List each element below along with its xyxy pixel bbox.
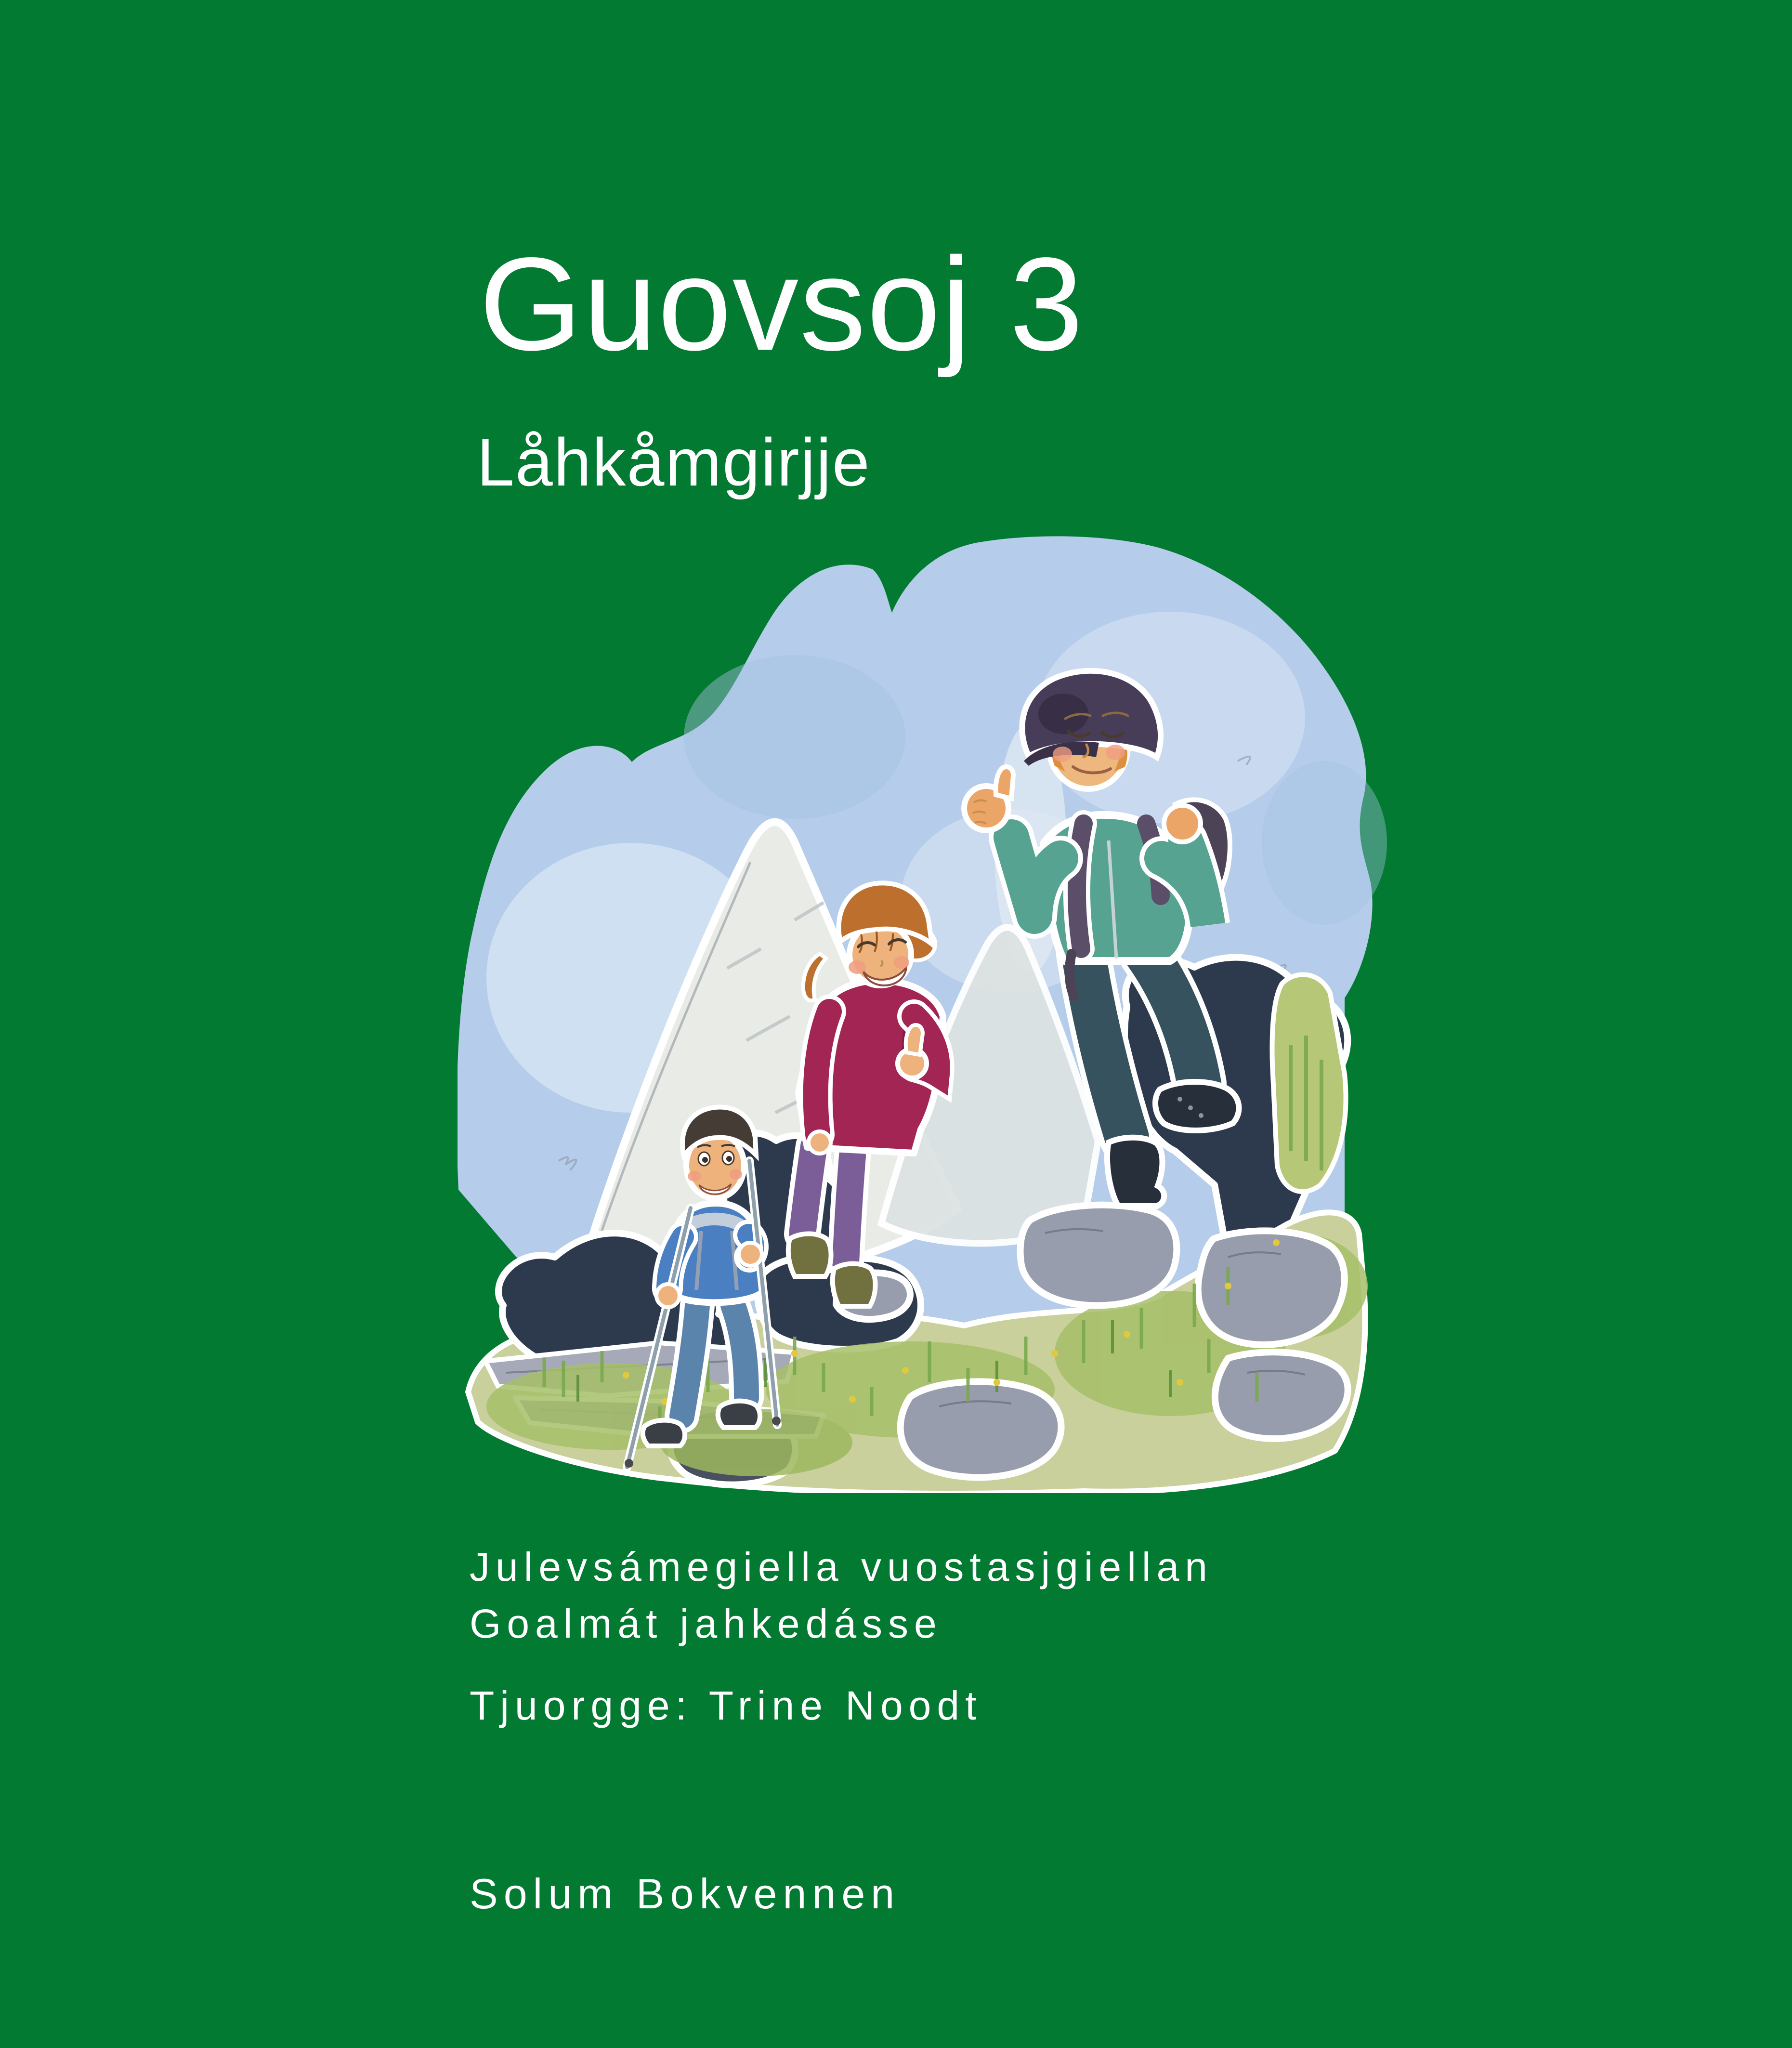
cover-illustration: [458, 535, 1397, 1493]
publisher-name: Solum Bokvennen: [470, 1870, 901, 1917]
girl-boot: [833, 1264, 876, 1307]
fist: [739, 1243, 762, 1266]
right-fist: [1164, 805, 1201, 842]
book-title: Guovsoj 3: [479, 230, 1085, 378]
illustrator-credit: Tjuorgge: Trine Noodt: [470, 1683, 982, 1728]
book-subtitle: Låhkåmgirjje: [477, 424, 871, 500]
boot: [1155, 1082, 1239, 1130]
grass-tuft-right: [1272, 974, 1346, 1192]
info-grade-line: Goalmát jahkedásse: [470, 1601, 942, 1646]
boot: [1107, 1138, 1164, 1206]
girl-boot: [788, 1234, 831, 1277]
info-language-line: Julevsámegiella vuostasjgiellan: [470, 1544, 1213, 1589]
hiking-children-watercolor: [458, 535, 1397, 1493]
shoe: [643, 1420, 685, 1446]
shoe: [718, 1401, 760, 1428]
fist: [656, 1284, 680, 1307]
